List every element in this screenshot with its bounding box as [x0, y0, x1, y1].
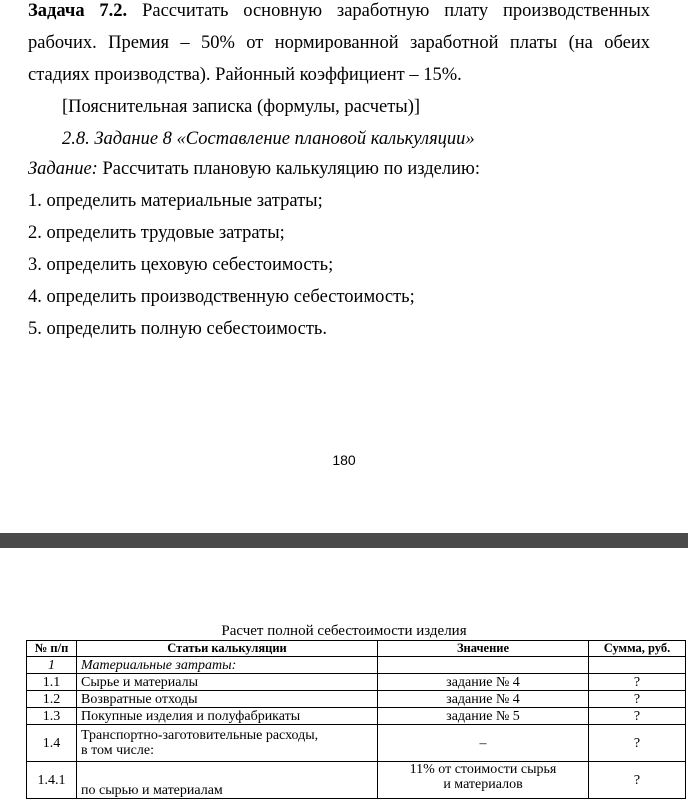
table-row — [27, 762, 686, 799]
row-item: по сырью и материалам — [77, 762, 378, 799]
row-value: задание № 5 — [378, 708, 589, 725]
cost-calculation-table — [26, 640, 686, 799]
row-sum: ? — [589, 708, 686, 725]
row-value: – — [378, 725, 589, 762]
assignment-line — [28, 158, 480, 180]
row-number: 1.4.1 — [27, 762, 77, 799]
header-value: Значение — [378, 641, 589, 657]
assignment-item-2: 2. определить трудовые затраты; — [28, 223, 285, 243]
header-number: № п/п — [27, 641, 77, 657]
row-sum — [589, 657, 686, 674]
task-paragraph-line-3: стадиях производства). Районный коэффициент – 15%. — [28, 65, 462, 85]
task-text-1: Рассчитать основную заработную плату производственных — [142, 1, 650, 21]
assignment-label: Задание: — [28, 159, 98, 179]
row-item: Сырье и материалы — [77, 674, 378, 691]
row-value: задание № 4 — [378, 674, 589, 691]
task-label: Задача 7.2. — [28, 1, 128, 21]
table-caption: Расчет полной себестоимости изделия — [221, 623, 467, 639]
document-page-lower — [0, 548, 688, 800]
assignment-item-5: 5. определить полную себестоимость. — [28, 319, 327, 339]
task-paragraph-line-2: рабочих. Премия – 50% от нормированной заработной платы (на обеих — [28, 33, 650, 53]
row-sum: ? — [589, 674, 686, 691]
table-row — [27, 674, 686, 691]
section-heading: 2.8. Задание 8 «Составление плановой калькуляции» — [62, 129, 475, 149]
row-sum: ? — [589, 762, 686, 799]
row-value-line-1: 11% от стоимости сырья — [409, 762, 557, 777]
row-number: 1 — [27, 657, 77, 674]
row-item: Материальные затраты: — [77, 657, 378, 674]
explanatory-note: [Пояснительная записка (формулы, расчеты)] — [62, 97, 421, 117]
row-value: задание № 4 — [378, 691, 589, 708]
row-sum: ? — [589, 691, 686, 708]
row-value — [378, 762, 589, 799]
header-item: Статьи калькуляции — [77, 641, 378, 657]
table-header-row — [27, 641, 686, 657]
row-sum: ? — [589, 725, 686, 762]
page-separator — [0, 533, 688, 548]
assignment-text: Рассчитать плановую калькуляцию по изделию: — [102, 159, 480, 179]
row-number: 1.2 — [27, 691, 77, 708]
row-item — [77, 725, 378, 762]
assignment-item-4: 4. определить производственную себестоимость; — [28, 287, 415, 307]
assignment-item-3: 3. определить цеховую себестоимость; — [28, 255, 334, 275]
row-item: Возвратные отходы — [77, 691, 378, 708]
row-number: 1.4 — [27, 725, 77, 762]
row-number: 1.3 — [27, 708, 77, 725]
row-number: 1.1 — [27, 674, 77, 691]
table-row — [27, 691, 686, 708]
row-value — [378, 657, 589, 674]
table-row — [27, 725, 686, 762]
table-row — [27, 708, 686, 725]
assignment-item-1: 1. определить материальные затраты; — [28, 191, 323, 211]
row-item: Покупные изделия и полуфабрикаты — [77, 708, 378, 725]
table-row — [27, 657, 686, 674]
row-item-line-1: Транспортно-заготовительные расходы, — [81, 728, 319, 743]
task-paragraph-line-1 — [28, 0, 650, 22]
page-number: 180 — [332, 452, 356, 468]
row-item-line-2: в том числе: — [81, 743, 154, 758]
row-value-line-2: и материалов — [443, 777, 523, 792]
header-sum: Сумма, руб. — [589, 641, 686, 657]
